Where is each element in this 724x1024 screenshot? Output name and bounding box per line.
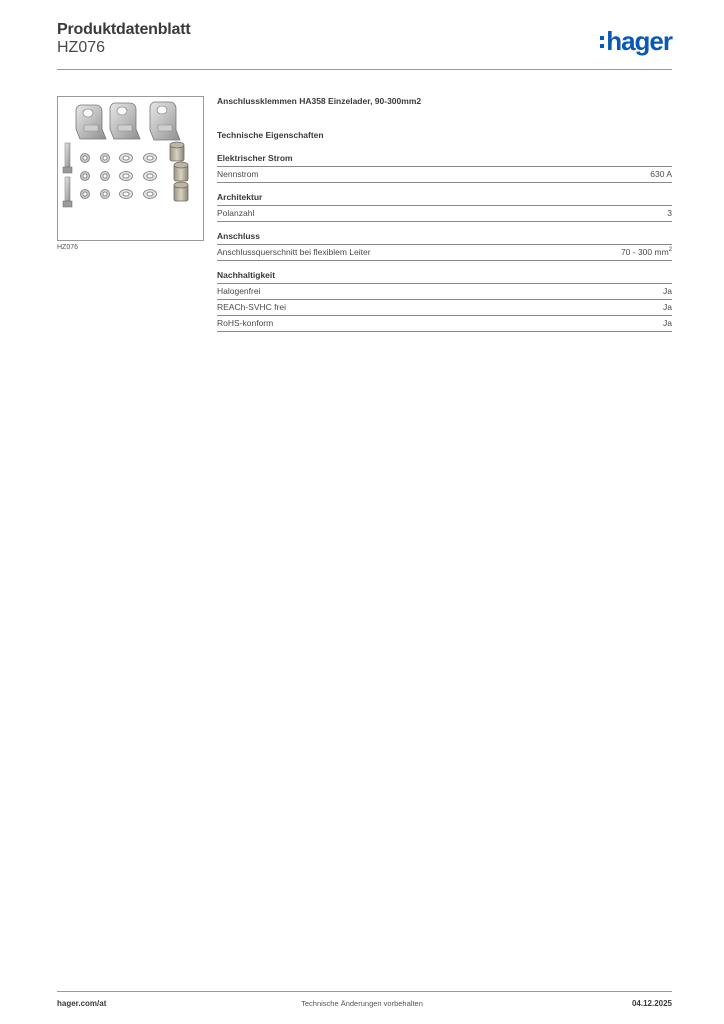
property-label: RoHS-konform bbox=[217, 318, 274, 328]
property-label: Nennstrom bbox=[217, 169, 259, 179]
document-title: Produktdatenblatt bbox=[57, 21, 191, 38]
bolt bbox=[63, 177, 72, 207]
property-label: Halogenfrei bbox=[217, 286, 261, 296]
footer-date: 04.12.2025 bbox=[631, 999, 672, 1008]
group-nachhaltigkeit bbox=[217, 270, 672, 332]
terminal-kit-illustration bbox=[58, 97, 203, 240]
property-row bbox=[217, 167, 672, 183]
nuts-and-washers bbox=[81, 154, 157, 199]
bolt bbox=[63, 143, 72, 173]
product-details bbox=[217, 96, 672, 341]
group-title: Architektur bbox=[217, 192, 672, 206]
footer-divider bbox=[57, 991, 672, 992]
property-row bbox=[217, 284, 672, 300]
property-row bbox=[217, 300, 672, 316]
property-value: 3 bbox=[667, 208, 672, 218]
property-value: Ja bbox=[663, 302, 672, 312]
section-heading: Technische Eigenschaften bbox=[217, 130, 324, 140]
terminal-lug bbox=[150, 102, 180, 140]
property-value-with-unit bbox=[621, 247, 672, 258]
property-value: Ja bbox=[663, 318, 672, 328]
product-name: Anschlussklemmen HA358 Einzelader, 90-300mm2 bbox=[217, 96, 422, 106]
logo-dots-icon bbox=[600, 36, 604, 48]
group-title: Nachhaltigkeit bbox=[217, 270, 672, 284]
property-row bbox=[217, 206, 672, 222]
product-code: HZ076 bbox=[57, 39, 106, 56]
property-value: Ja bbox=[663, 286, 672, 296]
property-row bbox=[217, 245, 672, 261]
group-architektur bbox=[217, 192, 672, 222]
group-anschluss bbox=[217, 231, 672, 261]
spacer-sleeves bbox=[170, 142, 188, 201]
footer-website: hager.com/at bbox=[57, 999, 107, 1008]
property-label: REACh-SVHC frei bbox=[217, 302, 286, 312]
product-image bbox=[57, 96, 204, 241]
image-caption: HZ076 bbox=[57, 244, 79, 251]
property-row bbox=[217, 316, 672, 332]
hager-logo bbox=[600, 26, 672, 56]
property-value: 70 - 300 mm bbox=[620, 247, 669, 257]
group-title: Elektrischer Strom bbox=[217, 153, 672, 167]
footer-notice: Technische Änderungen vorbehalten bbox=[301, 999, 423, 1008]
group-title: Anschluss bbox=[217, 231, 672, 245]
terminal-lug bbox=[110, 103, 140, 139]
unit-superscript: 2 bbox=[668, 247, 672, 254]
header-divider bbox=[57, 69, 672, 70]
logo-text: hager bbox=[606, 26, 672, 56]
group-elektrischer-strom bbox=[217, 153, 672, 183]
property-label: Anschlussquerschnitt bei flexiblem Leiter bbox=[217, 247, 371, 257]
terminal-lug bbox=[76, 105, 106, 139]
property-value: 630 A bbox=[650, 169, 672, 179]
property-label: Polanzahl bbox=[217, 208, 255, 218]
